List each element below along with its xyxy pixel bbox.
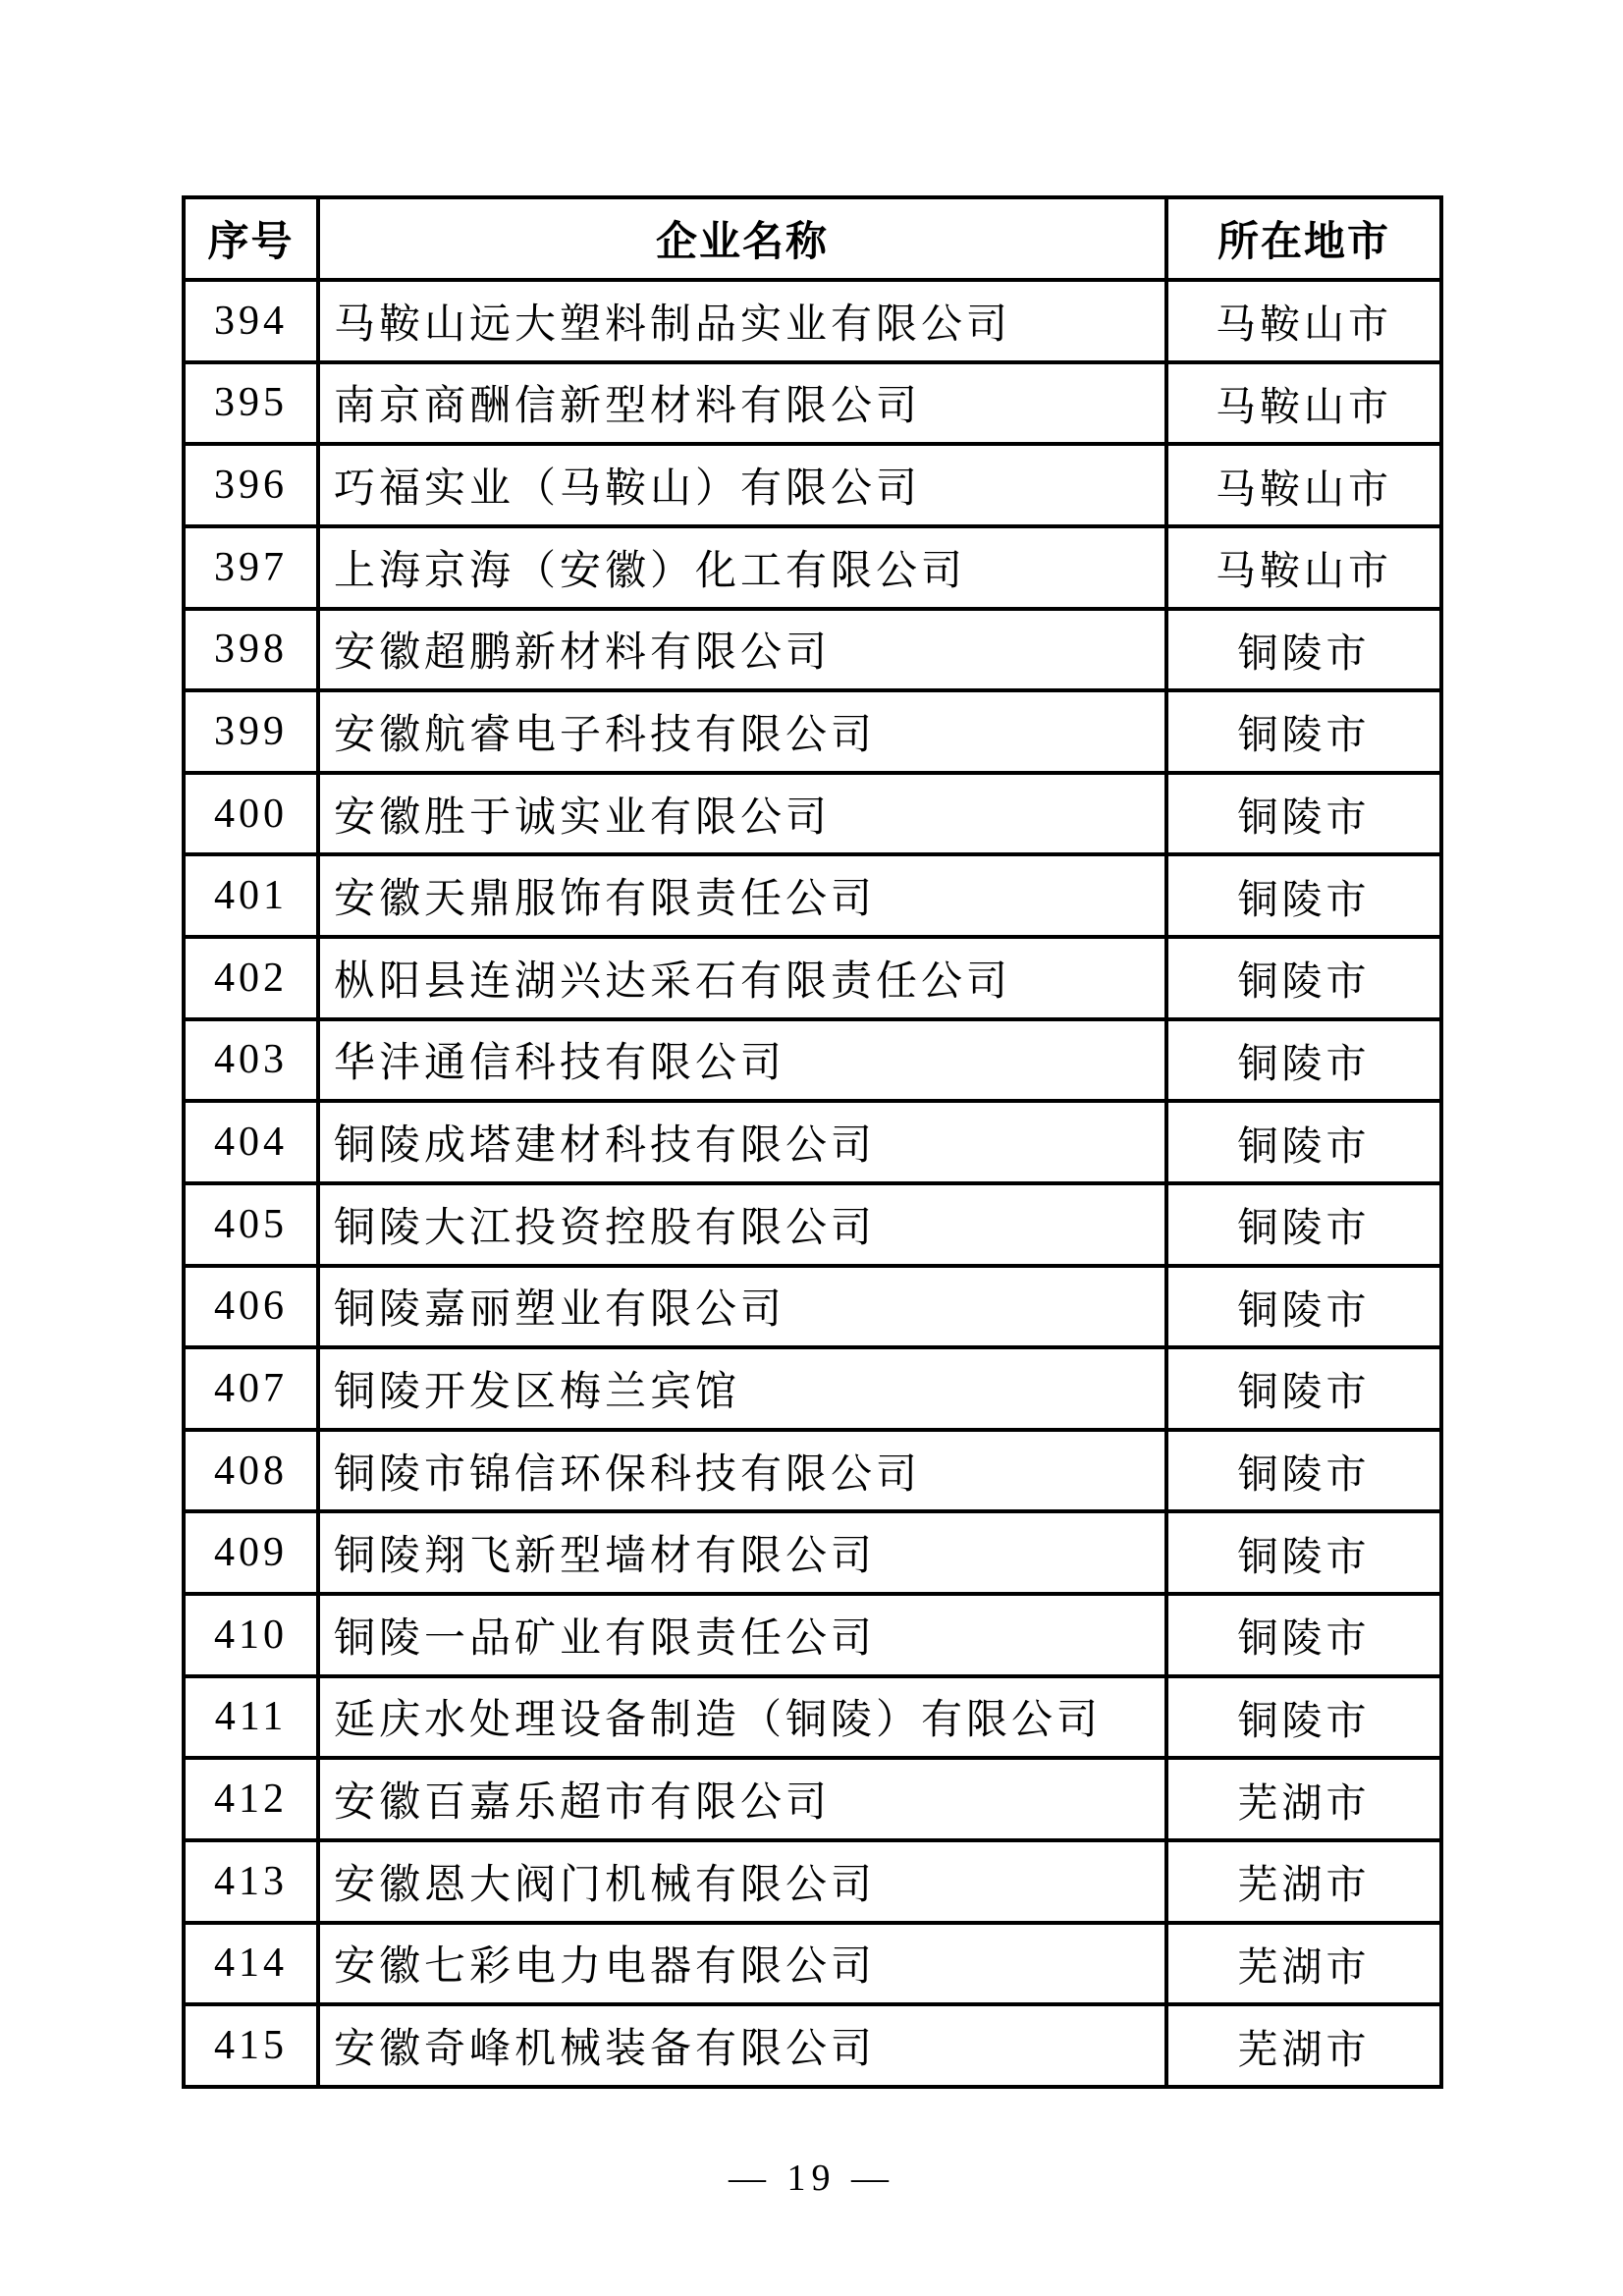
company-name-cell: 铜陵市锦信环保科技有限公司 (318, 1430, 1166, 1512)
table-row (184, 1019, 1441, 1102)
table-row (184, 1430, 1441, 1512)
table-row (184, 526, 1441, 609)
company-name-cell: 铜陵一品矿业有限责任公司 (318, 1594, 1166, 1676)
city-cell: 铜陵市 (1166, 1101, 1441, 1183)
serial-cell: 404 (184, 1101, 318, 1183)
city-cell: 芜湖市 (1166, 1923, 1441, 2005)
company-name-cell: 铜陵开发区梅兰宾馆 (318, 1347, 1166, 1430)
company-name-cell: 南京商酬信新型材料有限公司 (318, 362, 1166, 445)
table-row (184, 1594, 1441, 1676)
serial-cell: 397 (184, 526, 318, 609)
city-cell: 铜陵市 (1166, 609, 1441, 691)
city-cell: 铜陵市 (1166, 937, 1441, 1019)
city-cell: 铜陵市 (1166, 1511, 1441, 1594)
company-name-cell: 铜陵大江投资控股有限公司 (318, 1183, 1166, 1266)
serial-cell: 412 (184, 1758, 318, 1840)
table-row (184, 609, 1441, 691)
table-row (184, 362, 1441, 445)
city-cell: 铜陵市 (1166, 773, 1441, 855)
table-row (184, 1840, 1441, 1923)
city-cell: 铜陵市 (1166, 1347, 1441, 1430)
serial-cell: 409 (184, 1511, 318, 1594)
company-name-cell: 铜陵成塔建材科技有限公司 (318, 1101, 1166, 1183)
city-cell: 铜陵市 (1166, 1594, 1441, 1676)
col-header-city: 所在地市 (1166, 197, 1441, 280)
company-name-cell: 安徽超鹏新材料有限公司 (318, 609, 1166, 691)
serial-cell: 395 (184, 362, 318, 445)
city-cell: 芜湖市 (1166, 1840, 1441, 1923)
table-row (184, 1347, 1441, 1430)
company-name-cell: 枞阳县连湖兴达采石有限责任公司 (318, 937, 1166, 1019)
serial-cell: 400 (184, 773, 318, 855)
col-header-serial: 序号 (184, 197, 318, 280)
table-row (184, 690, 1441, 773)
table-row (184, 1676, 1441, 1759)
table-body (184, 280, 1441, 2087)
city-cell: 马鞍山市 (1166, 444, 1441, 526)
city-cell: 铜陵市 (1166, 854, 1441, 937)
serial-cell: 399 (184, 690, 318, 773)
table-row (184, 1758, 1441, 1840)
city-cell: 铜陵市 (1166, 1019, 1441, 1102)
col-header-company-name: 企业名称 (318, 197, 1166, 280)
serial-cell: 413 (184, 1840, 318, 1923)
table-row (184, 280, 1441, 362)
company-name-cell: 巧福实业（马鞍山）有限公司 (318, 444, 1166, 526)
city-cell: 芜湖市 (1166, 1758, 1441, 1840)
city-cell: 铜陵市 (1166, 1266, 1441, 1348)
city-cell: 铜陵市 (1166, 1676, 1441, 1759)
serial-cell: 408 (184, 1430, 318, 1512)
company-name-cell: 安徽百嘉乐超市有限公司 (318, 1758, 1166, 1840)
city-cell: 马鞍山市 (1166, 280, 1441, 362)
page-number: — 19 — (729, 2158, 894, 2199)
header-row (184, 197, 1441, 280)
company-name-cell: 铜陵翔飞新型墙材有限公司 (318, 1511, 1166, 1594)
table-row (184, 1923, 1441, 2005)
company-table (182, 195, 1443, 2089)
city-cell: 铜陵市 (1166, 1430, 1441, 1512)
serial-cell: 401 (184, 854, 318, 937)
serial-cell: 415 (184, 2004, 318, 2087)
company-name-cell: 华沣通信科技有限公司 (318, 1019, 1166, 1102)
table-row (184, 2004, 1441, 2087)
company-name-cell: 安徽胜于诚实业有限公司 (318, 773, 1166, 855)
company-name-cell: 马鞍山远大塑料制品实业有限公司 (318, 280, 1166, 362)
serial-cell: 398 (184, 609, 318, 691)
serial-cell: 396 (184, 444, 318, 526)
table-row (184, 773, 1441, 855)
serial-cell: 410 (184, 1594, 318, 1676)
company-name-cell: 安徽七彩电力电器有限公司 (318, 1923, 1166, 2005)
table-row (184, 1266, 1441, 1348)
company-name-cell: 延庆水处理设备制造（铜陵）有限公司 (318, 1676, 1166, 1759)
city-cell: 马鞍山市 (1166, 526, 1441, 609)
serial-cell: 414 (184, 1923, 318, 2005)
serial-cell: 394 (184, 280, 318, 362)
table-row (184, 1101, 1441, 1183)
serial-cell: 406 (184, 1266, 318, 1348)
company-name-cell: 安徽奇峰机械装备有限公司 (318, 2004, 1166, 2087)
company-name-cell: 安徽恩大阀门机械有限公司 (318, 1840, 1166, 1923)
serial-cell: 403 (184, 1019, 318, 1102)
table-row (184, 1511, 1441, 1594)
company-name-cell: 安徽天鼎服饰有限责任公司 (318, 854, 1166, 937)
table-row (184, 937, 1441, 1019)
company-name-cell: 安徽航睿电子科技有限公司 (318, 690, 1166, 773)
table-row (184, 444, 1441, 526)
company-name-cell: 上海京海（安徽）化工有限公司 (318, 526, 1166, 609)
city-cell: 马鞍山市 (1166, 362, 1441, 445)
city-cell: 芜湖市 (1166, 2004, 1441, 2087)
serial-cell: 407 (184, 1347, 318, 1430)
serial-cell: 411 (184, 1676, 318, 1759)
company-name-cell: 铜陵嘉丽塑业有限公司 (318, 1266, 1166, 1348)
table-row (184, 1183, 1441, 1266)
serial-cell: 402 (184, 937, 318, 1019)
table-row (184, 854, 1441, 937)
city-cell: 铜陵市 (1166, 690, 1441, 773)
city-cell: 铜陵市 (1166, 1183, 1441, 1266)
table-header (184, 197, 1441, 280)
serial-cell: 405 (184, 1183, 318, 1266)
